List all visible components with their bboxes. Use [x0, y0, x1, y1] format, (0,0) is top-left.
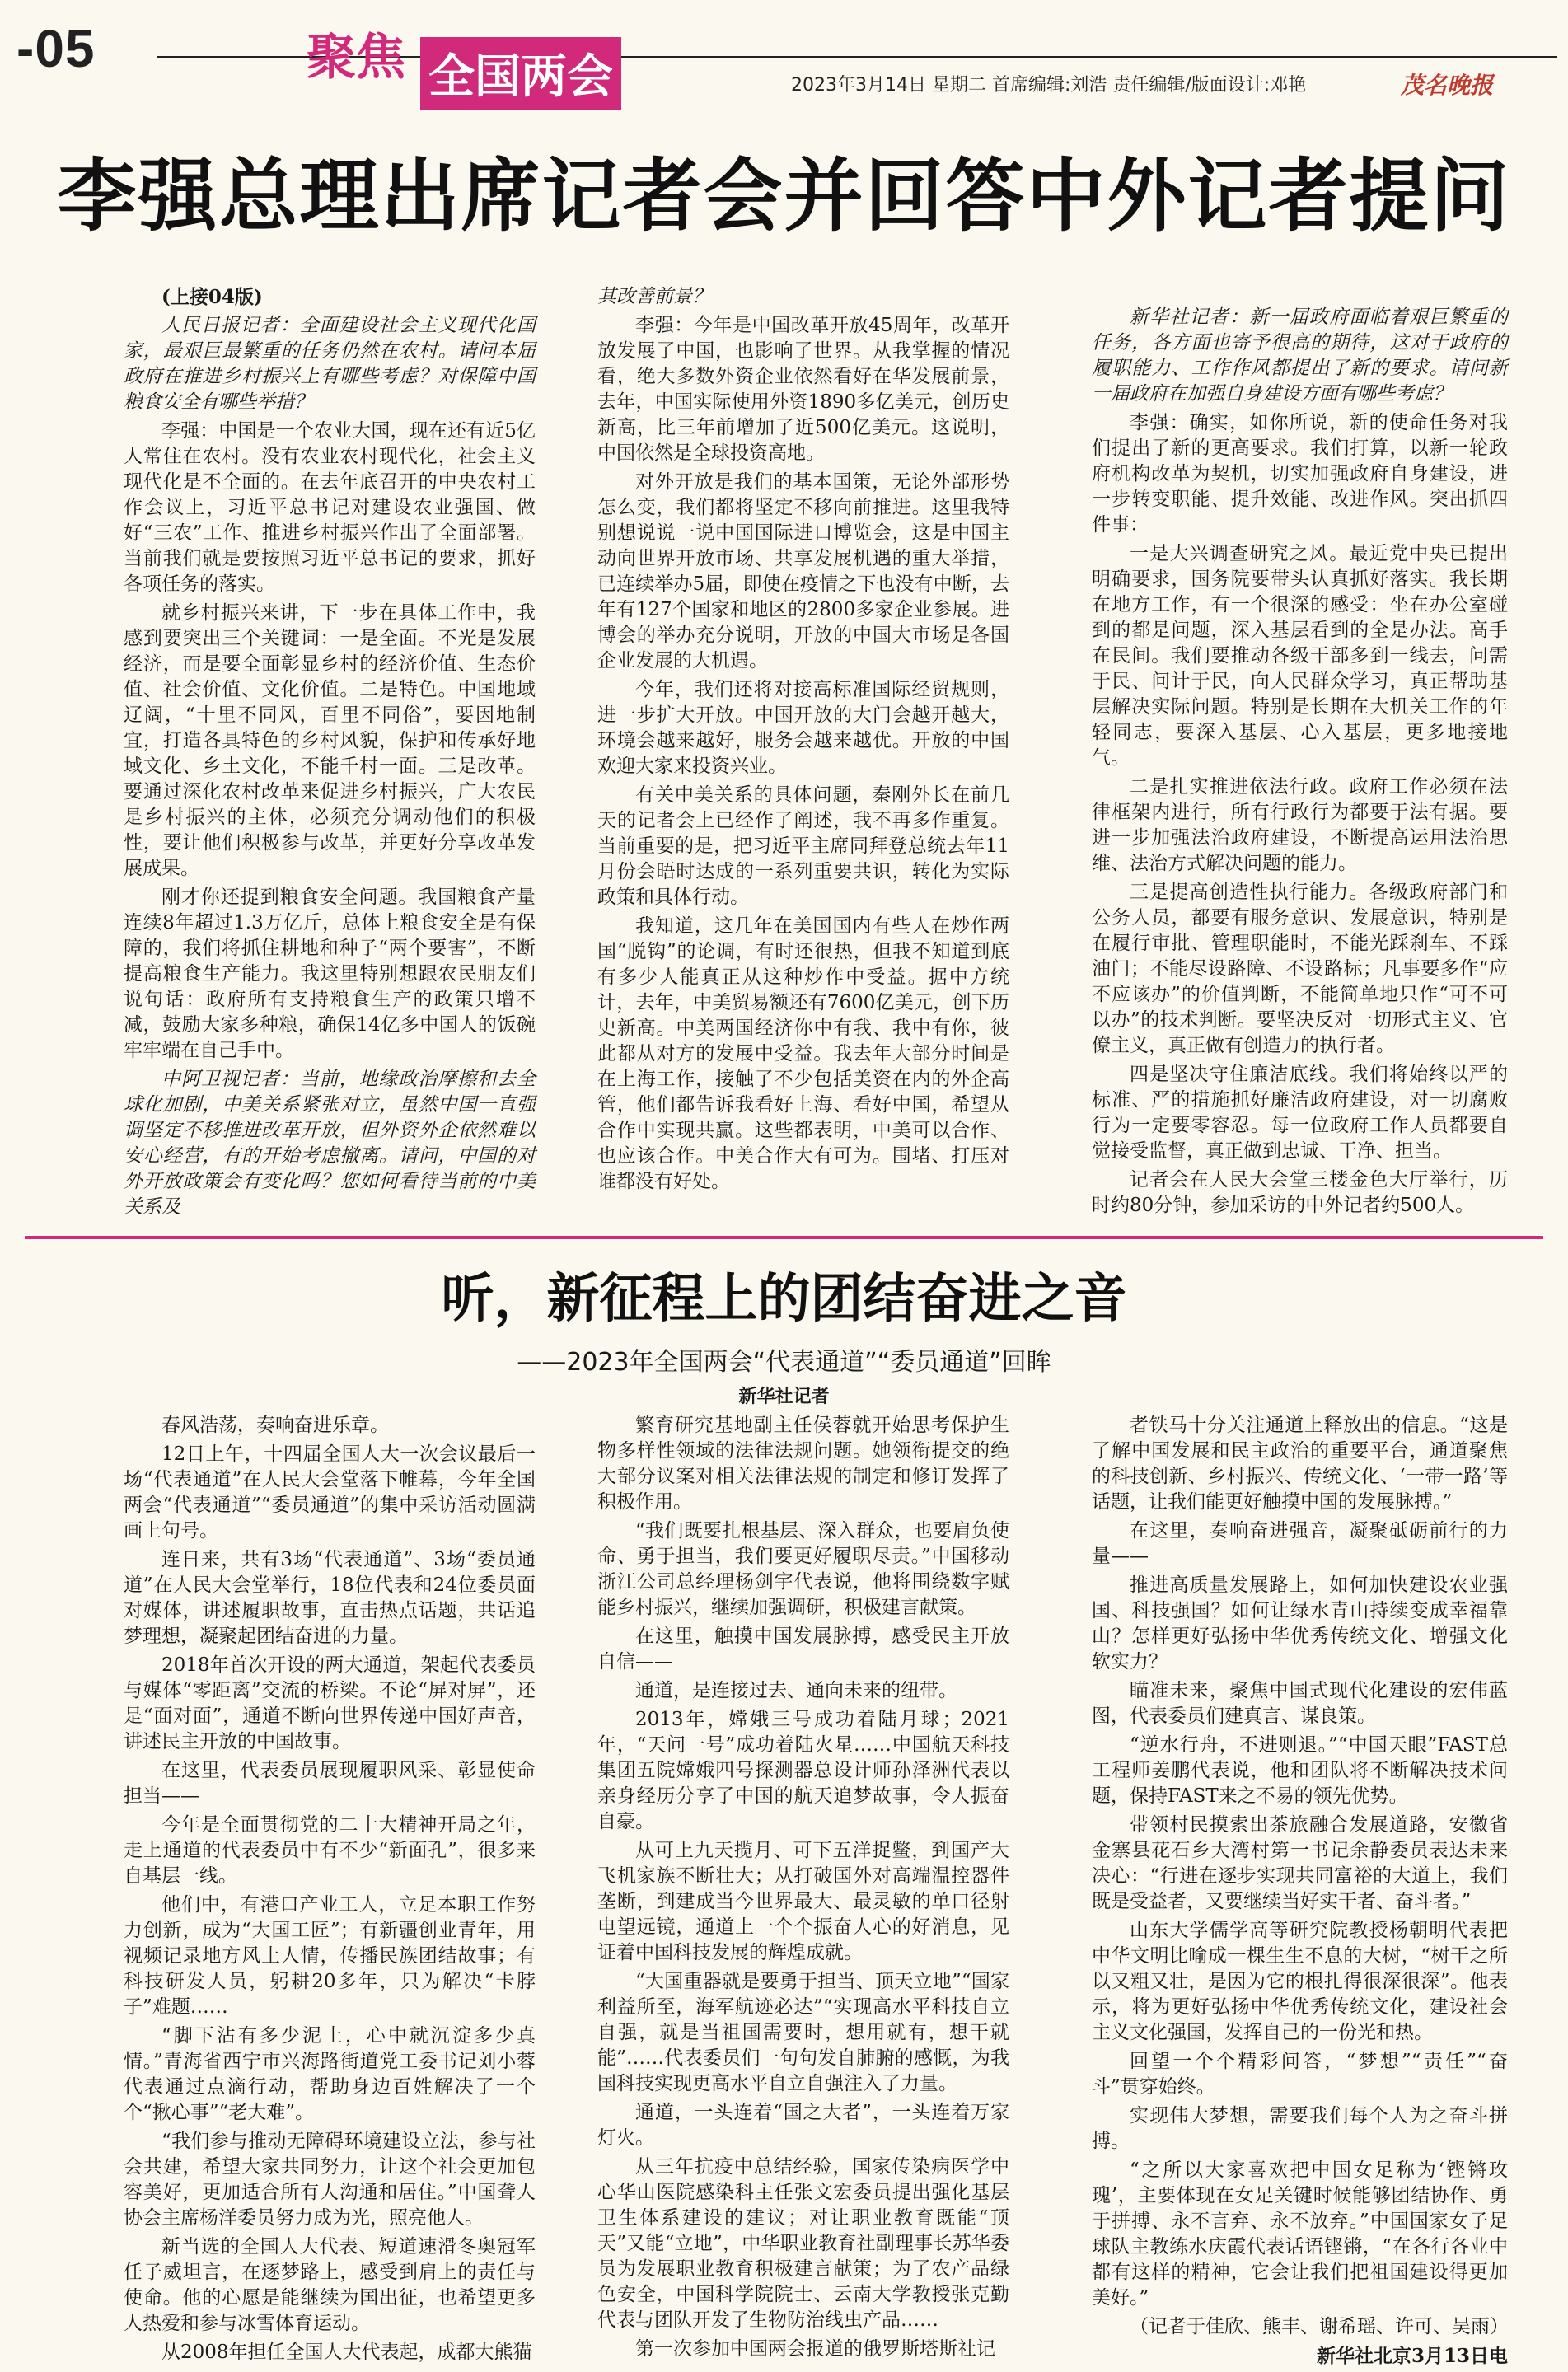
- paragraph: “逆水行舟，不进则退。”“中国天眼”FAST总工程师姜鹏代表说，他和团队将不断解决技术问题，保持FAST来之不易的领先优势。: [1092, 1734, 1508, 1807]
- article2-subheadline: ——2023年全国两会“代表通道”“委员通道”回眸: [517, 1348, 1051, 1377]
- paragraph: 瞄准未来，聚焦中国式现代化建设的宏伟蓝图，代表委员们建真言、谋良策。: [1092, 1680, 1508, 1727]
- article1-headline: 李强总理出席记者会并回答中外记者提问: [57, 150, 1511, 242]
- paragraph: 新华社北京3月13日电: [1316, 2345, 1508, 2367]
- paragraph: 从三年抗疫中总结经验，国家传染病医学中心华山医院感染科主任张文宏委员提出强化基层卫生体系建设的建议；对让职业教育既能“顶天”又能“立地”，中华职业教育社副理事长苏华委员为发展职业教育积极建言献策；为了农产品绿色安全，中国科学院院士、云南大学教授张克勤代表与团队开发了生物防治线虫产品……: [597, 2156, 1009, 2331]
- paragraph: “脚下沾有多少泥土，心中就沉淀多少真情。”青海省西宁市兴海路街道党工委书记刘小蓉代表通过点滴行动，帮助身边百姓解决了一个个“揪心事”“老大难”。: [124, 2025, 536, 2123]
- paragraph: 记者会在人民大会堂三楼金色大厅举行，历时约80分钟，参加采访的中外记者约500人。: [1092, 1169, 1508, 1216]
- paragraph: 推进高质量发展路上，如何加快建设农业强国、科技强国？如何让绿水青山持续变成幸福靠山？怎样更好弘扬中华优秀传统文化、增强文化软实力？: [1092, 1574, 1508, 1673]
- article2-column-3: [1092, 1413, 1508, 2372]
- paragraph: (上接04版): [161, 286, 263, 308]
- paragraph: 在这里，触摸中国发展脉搏，感受民主开放自信——: [597, 1626, 1009, 1673]
- paragraph: 一是大兴调查研究之风。最近党中央已提出明确要求，国务院要带头认真抓好落实。我长期在地方工作，有一个很深的感受：坐在办公室碰到的都是问题，深入基层看到的全是办法。高手在民间。我们要推动各级干部多到一线去，问需于民、问计于民，向人民群众学习，真正帮助基层解决实际问题。特别是长期在大机关工作的年轻同志，要深入基层、心入基层，更多地接地气。: [1092, 543, 1508, 769]
- article1-column-1: [124, 284, 536, 1223]
- article1-column-3: [1092, 305, 1508, 1222]
- paragraph: 人民日报记者：全面建设社会主义现代化国家，最艰巨最繁重的任务仍然在农村。请问本届政府在推进乡村振兴上有哪些考虑？对保障中国粮食安全有哪些举措？: [124, 315, 536, 413]
- paragraph: 12日上午，十四届全国人大一次会议最后一场“代表通道”在人民大会堂落下帷幕，今年全国两会“代表通道”“委员通道”的集中采访活动圆满画上句号。: [124, 1443, 536, 1542]
- paragraph: 三是提高创造性执行能力。各级政府部门和公务人员，都要有服务意识、发展意识，特别是在履行审批、管理职能时，不能光踩刹车、不踩油门；不能尽设路障、不设路标；凡事要多作“应不应该办”的价值判断，不能简单地只作“可不可以办”的技术判断。要坚决反对一切形式主义、官僚主义，真正做有创造力的执行者。: [1092, 882, 1508, 1056]
- paragraph: 春风浩荡，奏响奋进乐章。: [161, 1415, 389, 1436]
- section-label-primary: 聚焦: [307, 29, 405, 87]
- paragraph: “我们参与推动无障碍环境建设立法，参与社会共建，希望大家共同努力，让这个社会更加包容美好，更加适合所有人沟通和居住。”中国聋人协会主席杨洋委员努力成为光，照亮他人。: [124, 2131, 536, 2229]
- paragraph: 从可上九天揽月、可下五洋捉鳖，到国产大飞机家族不断壮大；从打破国外对高端温控器件垄断，到建成当今世界最大、最灵敏的单口径射电望远镜，通道上一个个振奋人心的好消息，见证着中国科技发展的辉煌成就。: [597, 1840, 1009, 1963]
- paragraph: 山东大学儒学高等研究院教授杨朝明代表把中华文明比喻成一棵生生不息的大树，“树干之所以又粗又壮，是因为它的根扎得很深很深”。他表示，将为更好弘扬中华优秀传统文化，建设社会主义文化强国，发挥自己的一份光和热。: [1092, 1920, 1508, 2043]
- paragraph: （记者于佳欣、熊丰、谢希瑶、许可、吴雨）: [1130, 2316, 1509, 2337]
- paragraph: 中阿卫视记者：当前，地缘政治摩擦和去全球化加剧，中美关系紧张对立，虽然中国一直强调坚定不移推进改革开放，但外资外企依然难以安心经营，有的开始考虑撤离。请问，中国的对外开放政策会有变化吗？您如何看待当前的中美关系及: [124, 1069, 536, 1218]
- article2-column-2: [597, 1413, 1009, 2365]
- paragraph: 我知道，这几年在美国国内有些人在炒作两国“脱钩”的论调，有时还很热，但我不知道到底有多少人能真正从这种炒作中受益。据中方统计，去年，中美贸易额还有7600亿美元，创下历史新高。中美两国经济你中有我、我中有你，彼此都从对方的发展中受益。我去年大部分时间是在上海工作，接触了不少包括美资在内的外企高管，他们都告诉我看好上海、看好中国，希望从合作中实现共赢。这些都表明，中美可以合作、也应该合作。中美合作大有可为。围堵、打压对谁都没有好处。: [597, 915, 1009, 1192]
- paragraph: 实现伟大梦想，需要我们每个人为之奋斗拼搏。: [1092, 2105, 1508, 2152]
- article2-byline: 新华社记者: [738, 1387, 830, 1407]
- section-divider: [25, 1236, 1543, 1239]
- paragraph: 第一次参加中国两会报道的俄罗斯塔斯社记: [635, 2338, 995, 2360]
- paragraph: 其改善前景？: [597, 286, 711, 307]
- paragraph: 在这里，代表委员展现履职风采、彰显使命担当——: [124, 1760, 536, 1807]
- paragraph: 2013年，嫦娥三号成功着陆月球；2021年，“天问一号”成功着陆火星……中国航天科技集团五院嫦娥四号探测器总设计师孙泽洲代表以亲身经历分享了中国的航天追梦故事，令人振奋自豪。: [597, 1709, 1009, 1832]
- paragraph: 就乡村振兴来讲，下一步在具体工作中，我感到要突出三个关键词：一是全面。不光是发展经济，而是要全面彰显乡村的经济价值、生态价值、社会价值、文化价值。二是特色。中国地域辽阔，“十里不同风，百里不同俗”，要因地制宜，打造各具特色的乡村风貌，保护和传承好地域文化、乡土文化，不能千村一面。三是改革。要通过深化农村改革来促进乡村振兴，广大农民是乡村振兴的主体，必须充分调动他们的积极性，要让他们积极参与改革，并更好分享改革发展成果。: [124, 602, 536, 879]
- newspaper-logo: 茂名晚报: [1401, 72, 1494, 99]
- dateline: 2023年3月14日 星期二 首席编辑:刘浩 责任编辑/版面设计:邓艳: [791, 75, 1307, 96]
- masthead: [0, 0, 1568, 104]
- paragraph: 连日来，共有3场“代表通道”、3场“委员通道”在人民大会堂举行，18位代表和24位委员面对媒体，讲述履职故事，直击热点话题，共话追梦理想，凝聚起团结奋进的力量。: [124, 1549, 536, 1647]
- paragraph: 繁育研究基地副主任侯蓉就开始思考保护生物多样性领域的法律法规问题。她领衔提交的绝大部分议案对相关法律法规的制定和修订发挥了积极作用。: [597, 1415, 1009, 1513]
- paragraph: 新当选的全国人大代表、短道速滑冬奥冠军任子威坦言，在逐梦路上，感受到肩上的责任与使命。他的心愿是能继续为国出征，也希望更多人热爱和参与冰雪体育运动。: [124, 2236, 536, 2334]
- paragraph: 有关中美关系的具体问题，秦刚外长在前几天的记者会上已经作了阐述，我不再多作重复。当前重要的是，把习近平主席同拜登总统去年11月份会晤时达成的一系列重要共识，转化为实际政策和具体行动。: [597, 784, 1009, 908]
- paragraph: 李强：今年是中国改革开放45周年，改革开放发展了中国，也影响了世界。从我掌握的情况看，绝大多数外资企业依然看好在华发展前景，去年，中国实际使用外资1890多亿美元，创历史新高，比三年前增加了近500亿美元。这说明，中国依然是全球投资高地。: [597, 315, 1009, 464]
- paragraph: 通道，一头连着“国之大者”，一头连着万家灯火。: [597, 2102, 1009, 2149]
- paragraph: 二是扎实推进依法行政。政府工作必须在法律框架内进行，所有行政行为都要于法有据。要进一步加强法治政府建设，不断提高运用法治思维、法治方式解决问题的能力。: [1092, 776, 1508, 874]
- paragraph: “大国重器就是要勇于担当、顶天立地”“国家利益所至，海军航迹必达”“实现高水平科技自立自强，就是当祖国需要时，想用就有，想干就能”……代表委员们一句句发自肺腑的感慨，为我国科技实现更高水平自立自强注入了力量。: [597, 1971, 1009, 2094]
- article2-headline: 听，新征程上的团结奋进之音: [441, 1269, 1127, 1330]
- paragraph: 在这里，奏响奋进强音，凝聚砥砺前行的力量——: [1092, 1520, 1508, 1567]
- paragraph: 今年，我们还将对接高标准国际经贸规则，进一步扩大开放。中国开放的大门会越开越大，环境会越来越好，服务会越来越优。开放的中国欢迎大家来投资兴业。: [597, 679, 1009, 777]
- paragraph: 通道，是连接过去、通向未来的纽带。: [635, 1680, 957, 1701]
- paragraph: 他们中，有港口产业工人，立足本职工作努力创新，成为“大国工匠”；有新疆创业青年，用视频记录地方风土人情，传播民族团结故事；有科技研发人员，躬耕20多年，只为解决“卡脖子”难题……: [124, 1894, 536, 2018]
- section-label-secondary: 全国两会: [420, 37, 621, 110]
- paragraph: 新华社记者：新一届政府面临着艰巨繁重的任务，各方面也寄予很高的期待，这对于政府的履职能力、工作作风都提出了新的要求。请问新一届政府在加强自身建设方面有哪些考虑？: [1092, 306, 1508, 405]
- paragraph: “之所以大家喜欢把中国女足称为‘铿锵玫瑰’，主要体现在女足关键时候能够团结协作、勇于拼搏、永不言弃、永不放弃。”中国国家女子足球队主教练水庆霞代表话语铿锵，“在各行各业中都有这样的精神，它会让我们把祖国建设得更加美好。”: [1092, 2159, 1508, 2309]
- paragraph: 者铁马十分关注通道上释放出的信息。“这是了解中国发展和民主政治的重要平台，通道聚焦的科技创新、乡村振兴、传统文化、‘一带一路’等话题，让我们能更好触摸中国的发展脉搏。”: [1092, 1415, 1508, 1513]
- paragraph: “我们既要扎根基层、深入群众，也要肩负使命、勇于担当，我们要更好履职尽责。”中国移动浙江公司总经理杨剑宇代表说，他将围绕数字赋能乡村振兴，继续加强调研，积极建言献策。: [597, 1520, 1009, 1618]
- article2-column-1: [124, 1413, 536, 2369]
- paragraph: 带领村民摸索出茶旅融合发展道路，安徽省金寨县花石乡大湾村第一书记余静委员表达未来决心：“行进在逐步实现共同富裕的大道上，我们既是受益者，又要继续当好实干者、奋斗者。”: [1092, 1814, 1508, 1912]
- paragraph: 回望一个个精彩问答，“梦想”“责任”“奋斗”贯穿始终。: [1092, 2051, 1508, 2098]
- paragraph: 2018年首次开设的两大通道，架起代表委员与媒体“零距离”交流的桥梁。不论“屏对屏”，还是“面对面”，通道不断向世界传递中国好声音，讲述民主开放的中国故事。: [124, 1654, 536, 1752]
- paragraph: 从2008年担任全国人大代表起，成都大熊猫: [161, 2342, 532, 2363]
- paragraph: 李强：确实，如你所说，新的使命任务对我们提出了新的更高要求。我们打算，以新一轮政府机构改革为契机，切实加强政府自身建设，进一步转变职能、提升效能、改进作风。突出抓四件事：: [1092, 412, 1508, 536]
- article1-column-2: [597, 284, 1009, 1198]
- paragraph: 李强：中国是一个农业大国，现在还有近5亿人常住在农村。没有农业农村现代化，社会主义现代化是不全面的。在去年底召开的中央农村工作会议上，习近平总书记对建设农业强国、做好“三农”工作、推进乡村振兴作出了全面部署。当前我们就是要按照习近平总书记的要求，抓好各项任务的落实。: [124, 420, 536, 595]
- paragraph: 今年是全面贯彻党的二十大精神开局之年，走上通道的代表委员中有不少“新面孔”，很多来自基层一线。: [124, 1814, 536, 1887]
- paragraph: 刚才你还提到粮食安全问题。我国粮食产量连续8年超过1.3万亿斤，总体上粮食安全是有保障的，我们将抓住耕地和种子“两个要害”，不断提高粮食生产能力。我这里特别想跟农民朋友们说句话：政府所有支持粮食生产的政策只增不减，鼓励大家多种粮，确保14亿多中国人的饭碗牢牢端在自己手中。: [124, 887, 536, 1061]
- paragraph: 对外开放是我们的基本国策，无论外部形势怎么变，我们都将坚定不移向前推进。这里我特别想说说一说中国国际进口博览会，这是中国主动向世界开放市场、共享发展机遇的重大举措，已连续举办5届，即使在疫情之下也没有中断，去年有127个国家和地区的2800多家企业参展。进博会的举办充分说明，开放的中国大市场是各国企业发展的大机遇。: [597, 471, 1009, 671]
- page-number: -05: [16, 19, 96, 78]
- paragraph: 四是坚决守住廉洁底线。我们将始终以严的标准、严的措施抓好廉洁政府建设，对一切腐败行为一定要零容忍。每一位政府工作人员都要自觉接受监督，真正做到忠诚、干净、担当。: [1092, 1064, 1508, 1162]
